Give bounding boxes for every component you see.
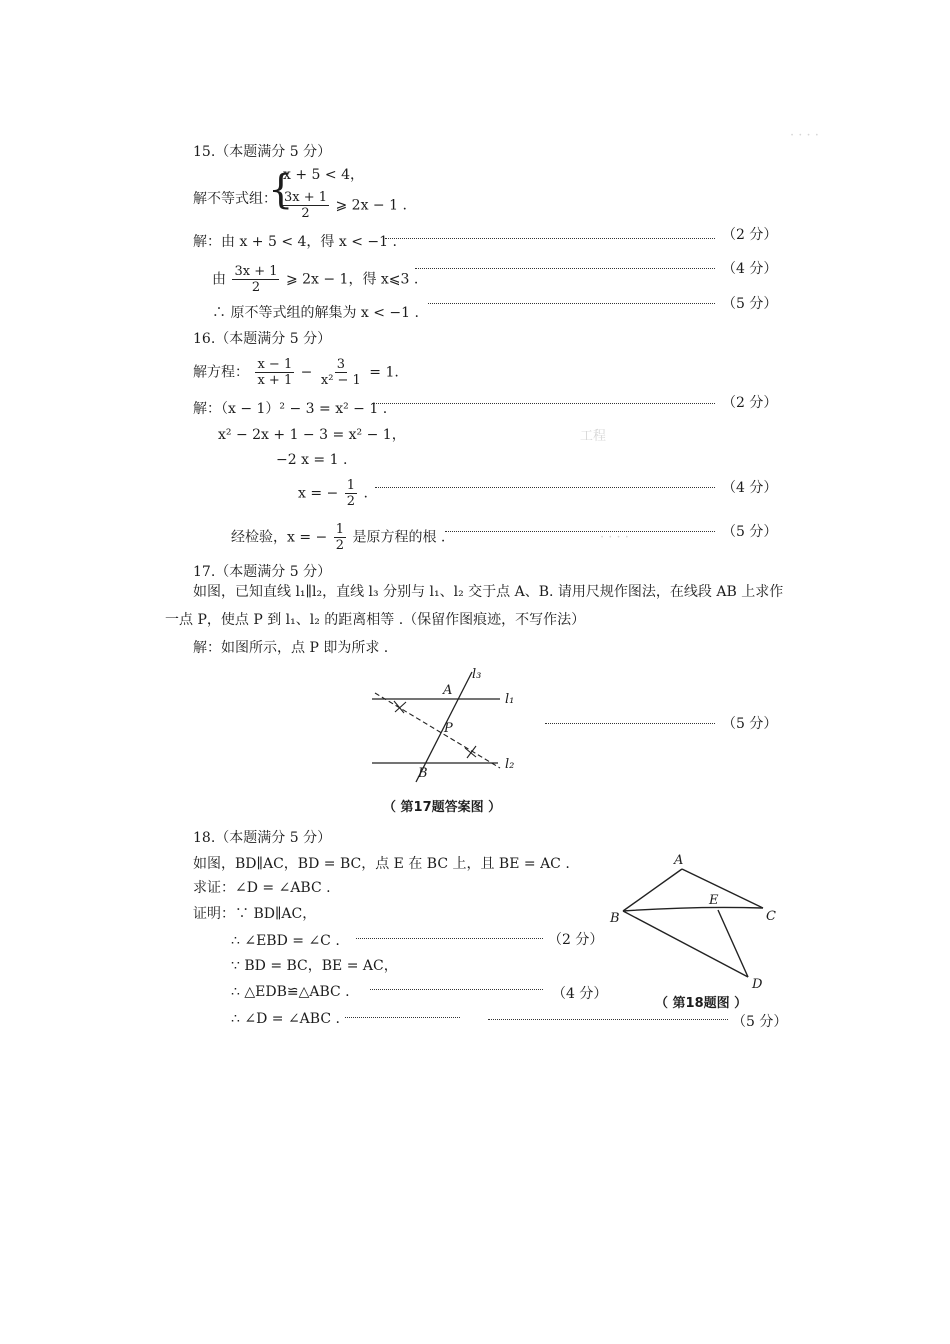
q16-equation [193, 357, 399, 388]
q15-solution-step1: 解：由 x + 5 < 4，得 x < −1 . [193, 234, 397, 250]
score-label: （4 分） [722, 261, 778, 277]
q15-system-line2 [280, 190, 407, 221]
q18-proof-line4: ∴ △EDB≌△ABC . [231, 984, 350, 1000]
dot-leader [385, 237, 715, 239]
label-C: C [766, 909, 776, 924]
q15-system-line2-rest: ⩾ 2x − 1 . [335, 197, 407, 214]
score-label: （5 分） [722, 296, 778, 312]
q18-proof-line2: ∴ ∠EBD = ∠C . [231, 933, 340, 949]
label-P: P [444, 721, 453, 736]
label-B: B [418, 766, 428, 781]
q16-step4-suffix: . [363, 485, 368, 502]
q17-answer: 解：如图所示，点 P 即为所求 . [193, 640, 389, 656]
dot-leader [372, 402, 715, 404]
q17-text-line2: 一点 P，使点 P 到 l₁、l₂ 的距离相等 .（保留作图痕迹，不写作法） [165, 612, 586, 628]
segment-ED [718, 910, 748, 977]
bleed-through-text: · · · · [600, 530, 629, 545]
q17-text-line1: 如图，已知直线 l₁∥l₂，直线 l₃ 分别与 l₁、l₂ 交于点 A、B. 请用尺规作图法，在线段 AB 上求作 [193, 584, 784, 600]
q16-step4 [298, 478, 368, 509]
q18-given: 如图，BD∥AC，BD = BC，点 E 在 BC 上，且 BE = AC . [193, 856, 570, 872]
q17-construction-figure [360, 660, 540, 785]
q16-header: 16.（本题满分 5 分） [193, 331, 332, 347]
q15-system-fraction-numerator: 3x + 1 [284, 190, 328, 205]
score-label: （5 分） [722, 524, 778, 540]
dot-leader [345, 1016, 460, 1018]
angle-bisector-dashed [375, 693, 500, 768]
bleed-through-text: 工程 [580, 429, 607, 444]
score-label: （5 分） [722, 716, 778, 732]
dot-leader [428, 302, 715, 304]
q18-proof-line1: 证明：∵ BD∥AC， [193, 906, 317, 922]
q16-fraction1-numerator: x − 1 [257, 357, 293, 372]
q15-solution-step3: ∴ 原不等式组的解集为 x < −1 . [212, 305, 419, 321]
q17-figure-caption: （ 第17题答案图 ） [383, 800, 502, 815]
dot-leader [356, 937, 543, 939]
q16-check [231, 522, 445, 553]
q18-prove: 求证：∠D = ∠ABC . [193, 880, 331, 896]
label-B: B [610, 911, 620, 926]
q18-proof-line5: ∴ ∠D = ∠ABC . [231, 1011, 340, 1027]
segment-AC [682, 869, 763, 908]
dot-leader [415, 267, 715, 269]
q16-check-prefix: 经检验，x = − [231, 529, 328, 546]
dot-leader [445, 530, 715, 532]
label-A: A [674, 853, 684, 868]
bleed-through-text: · · · · [790, 128, 819, 143]
q15-header: 15.（本题满分 5 分） [193, 144, 332, 160]
q16-fraction2-denominator: x² − 1 [320, 373, 361, 388]
q18-header: 18.（本题满分 5 分） [193, 830, 332, 846]
q16-equation-rest: = 1. [369, 364, 399, 381]
q16-fraction2-numerator: 3 [336, 357, 345, 372]
q15-solution-step2 [212, 264, 418, 295]
label-D: D [752, 977, 763, 992]
segment-BC [623, 907, 763, 911]
dot-leader [545, 722, 715, 724]
dot-leader [488, 1018, 728, 1020]
q16-step1: 解：（x − 1）² − 3 = x² − 1 . [193, 401, 388, 417]
q16-fraction1-denominator: x + 1 [257, 373, 293, 388]
score-label: （2 分） [722, 395, 778, 411]
q16-check-numerator: 1 [335, 522, 344, 537]
score-label: （4 分） [552, 986, 608, 1002]
q15-prompt: 解不等式组： [193, 191, 277, 207]
q16-step4-prefix: x = − [298, 485, 339, 502]
label-l1: l₁ [505, 692, 515, 707]
segment-BD [623, 911, 748, 977]
label-E: E [709, 893, 719, 908]
label-A: A [443, 683, 453, 698]
label-l2: l₂ [505, 757, 515, 772]
dot-leader [375, 486, 715, 488]
q15-step2-rest: ⩾ 2x − 1，得 x⩽3 . [285, 271, 419, 288]
segment-AB [623, 869, 682, 911]
q16-check-denominator: 2 [335, 538, 344, 553]
score-label: （4 分） [722, 480, 778, 496]
q16-step4-denominator: 2 [346, 494, 355, 509]
q16-check-suffix: 是原方程的根 . [352, 529, 446, 546]
score-label: （5 分） [732, 1014, 788, 1030]
dot-leader [370, 988, 543, 990]
q17-header: 17.（本题满分 5 分） [193, 564, 332, 580]
q18-triangle-figure [605, 848, 785, 996]
q18-proof-line3: ∵ BD = BC，BE = AC， [231, 958, 398, 974]
q16-step2: x² − 2x + 1 − 3 = x² − 1， [218, 427, 406, 443]
label-l3: l₃ [472, 667, 482, 682]
q15-step2-fraction-numerator: 3x + 1 [234, 264, 278, 279]
score-label: （2 分） [722, 227, 778, 243]
q18-figure-caption: （ 第18题图 ） [655, 996, 748, 1011]
q15-step2-prefix: 由 [212, 271, 226, 288]
system-brace: { [268, 167, 294, 213]
q16-minus-sign: − [300, 364, 313, 381]
q16-step4-numerator: 1 [346, 478, 355, 493]
q16-step3: −2 x = 1 . [276, 452, 348, 468]
q15-system-line1: x + 5 < 4， [283, 167, 364, 183]
q15-system-fraction-denominator: 2 [301, 206, 310, 221]
score-label: （2 分） [548, 932, 604, 948]
q16-prompt: 解方程： [193, 364, 249, 381]
arc-mark-upper [394, 701, 406, 713]
q15-step2-fraction-denominator: 2 [251, 280, 261, 295]
